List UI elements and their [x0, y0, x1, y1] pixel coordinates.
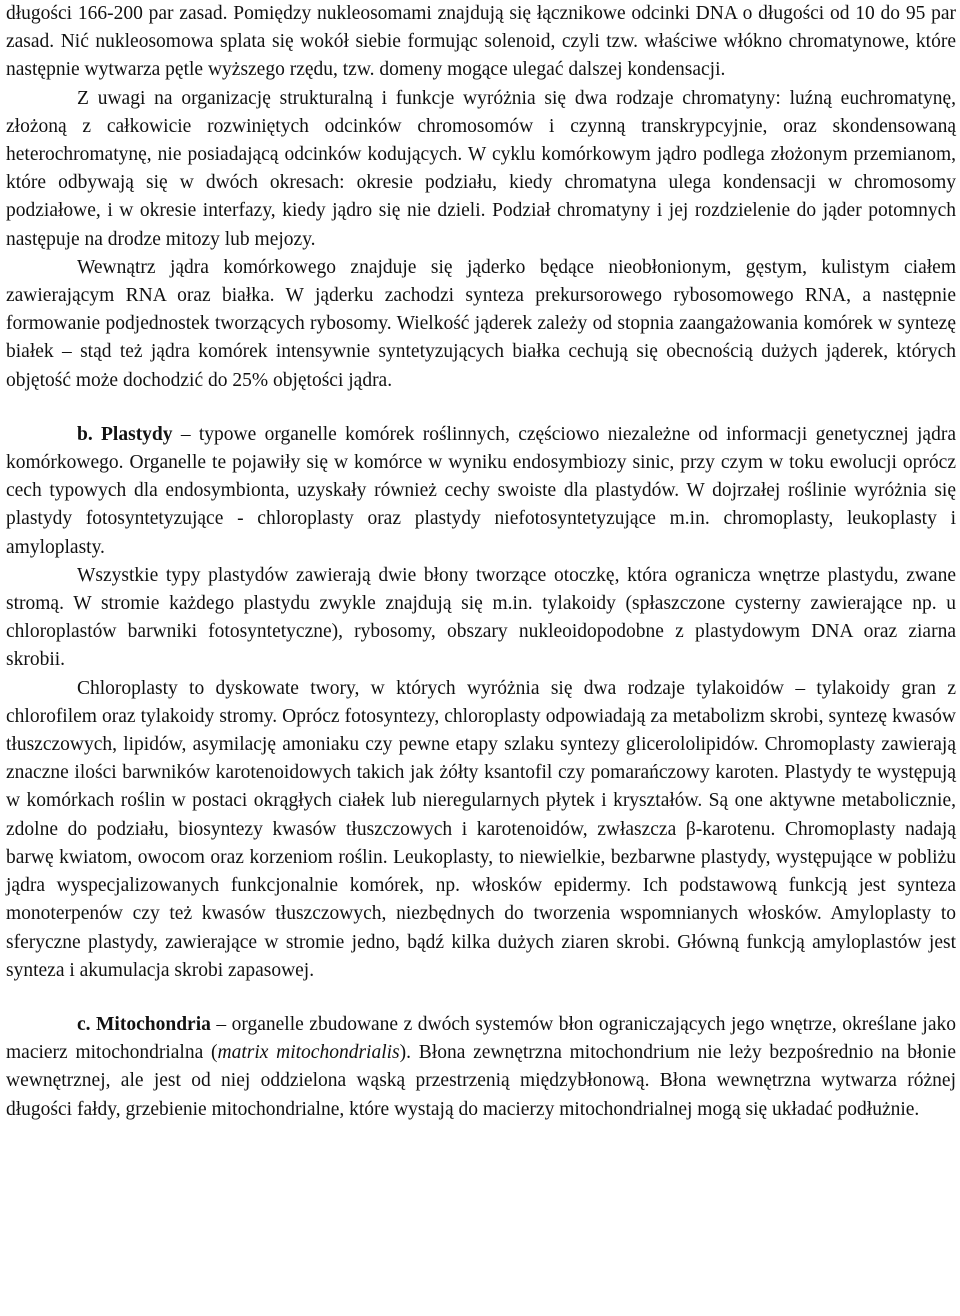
mitochondria-text-a: – organelle zbudowane z dwóch systemów błon ograniczających jego wnętrze, określane jako macierz mitochondrialna ( — [6, 1013, 956, 1064]
mitochondria-text-b: ). Błona zewnętrzna mitochondrium nie leży bezpośrednio na błonie wewnętrznej, ale jest od niej oddzielona wąską przestrzenią międzybłonową. Błona wewnętrzna wytwarza różnej długości fałdy, grzebienie mitochondrialne, które wystają do macierzy mitochondrialnej mogą się układać podłużnie. — [6, 1042, 956, 1120]
paragraph-chromatin-fibre: długości 166-200 par zasad. Pomiędzy nukleosomami znajdują się łącznikowe odcinki DNA o długości od 10 do 95 par zasad. Nić nukleosomowa splata się wokół siebie formując solenoid, czyli tzw. właściwe włókno chromatynowe, które następnie wytwarza pętle wyższego rzędu, tzw. domeny mogące ulegać dalszej kondensacji. — [6, 3, 956, 81]
paragraph-chromatin-types: Z uwagi na organizację strukturalną i funkcje wyróżnia się dwa rodzaje chromatyny: luźną euchromatynę, złożoną z całkowicie rozwiniętych odcinków chromosomów i czynną transkrypcyjnie, oraz skondensowaną heterochromatynę, nie posiadającą odcinków kodujących. W cyklu komórkowym jądro podlega złożonym przemianom, które odbywają się w dwóch okresach: okresie podziału, kiedy chromatyna ulega kondensacji w chromosomy podziałowe, i w okresie interfazy, kiedy jądro się nie dzieli. Podział chromatyny i jej rozdzielenie do jąder potomnych następuje na drodze mitozy lub mejozy. — [6, 87, 956, 250]
paragraph-plastids-intro — [6, 421, 956, 562]
plastids-intro-text: – typowe organelle komórek roślinnych, częściowo niezależne od informacji genetycznej jądra komórkowego. Organelle te pojawiły się w komórce w wyniku endosymbiozy sinic, przy czym w toku ewolucji oprócz cech typowych dla endosymbionta, uzyskały również cechy swoiste dla plastydów. W dojrzałej roślinie wyróżnia się plastydy fotosyntetyzujące - chloroplasty oraz plastydy niefotosyntetyzujące m.in. chromoplasty, leukoplasty i amyloplasty. — [6, 423, 956, 558]
section-heading-plastids: b. Plastydy — [77, 423, 173, 445]
paragraph-nucleolus: Wewnątrz jądra komórkowego znajduje się jąderko będące nieobłonionym, gęstym, kulistym ciałem zawierającym RNA oraz białka. W jąderku zachodzi synteza prekursorowego rybosomowego RNA, a następnie formowanie podjednostek tworzących rybosomy. Wielkość jąderek zależy od stopnia zaangażowania komórek w syntezę białek – stąd też jądra komórek intensywnie syntetyzujących białka cechują się obecnością dużych jąderek, których objętość może dochodzić do 25% objętości jądra. — [6, 256, 956, 391]
section-heading-mitochondria: c. Mitochondria — [77, 1013, 211, 1035]
paragraph-plastid-types: Chloroplasty to dyskowate twory, w których wyróżnia się dwa rodzaje tylakoidów – tylakoidy gran z chlorofilem oraz tylakoidy stromy. Oprócz fotosyntezy, chloroplasty odpowiadają za metabolizm skrobi, syntezę kwasów tłuszczowych, lipidów, asymilację amoniaku czy pewne etapy szlaku syntezy glicerololipidów. Chromoplasty zawierają znaczne ilości barwników karotenoidowych takich jak żółty ksantofil czy pomarańczowy karoten. Plastydy te występują w komórkach roślin w postaci okrągłych ciałek lub nieregularnych płytek i kryształów. Są one aktywne metabolicznie, zdolne do podziału, biosyntezy kwasów tłuszczowych i karotenoidów, zwłaszcza β-karotenu. Chromoplasty nadają barwę kwiatom, owocom oraz korzeniom roślin. Leukoplasty, to niewielkie, bezbarwne plastydy, występujące w pobliżu jądra wyspecjalizowanych funkcjonalnie komórek, np. włosków epidermy. Ich podstawową funkcją jest synteza monoterpenów czy też kwasów tłuszczowych, niezbędnych do tworzenia wspomnianych włosków. Amyloplasty to sferyczne plastydy, zawierające w stromie jedno, bądź kilka dużych ziaren skrobi. Główną funkcją amyloplastów jest synteza i akumulacja skrobi zapasowej. — [6, 677, 956, 981]
paragraph-plastid-structure: Wszystkie typy plastydów zawierają dwie błony tworzące otoczkę, która ogranicza wnętrze plastydu, zwane stromą. W stromie każdego plastydu zwykle znajdują się m.in. tylakoidy (spłaszczone cysterny zawierające np. u chloroplastów barwniki fotosyntetyczne), rybosomy, obszary nukleoidopodobne z plastydowym DNA oraz ziarna skrobii. — [6, 564, 956, 671]
mitochondria-latin-term: matrix mitochondrialis — [217, 1042, 400, 1064]
document-page — [6, 0, 956, 1124]
paragraph-mitochondria-intro — [6, 1011, 956, 1124]
